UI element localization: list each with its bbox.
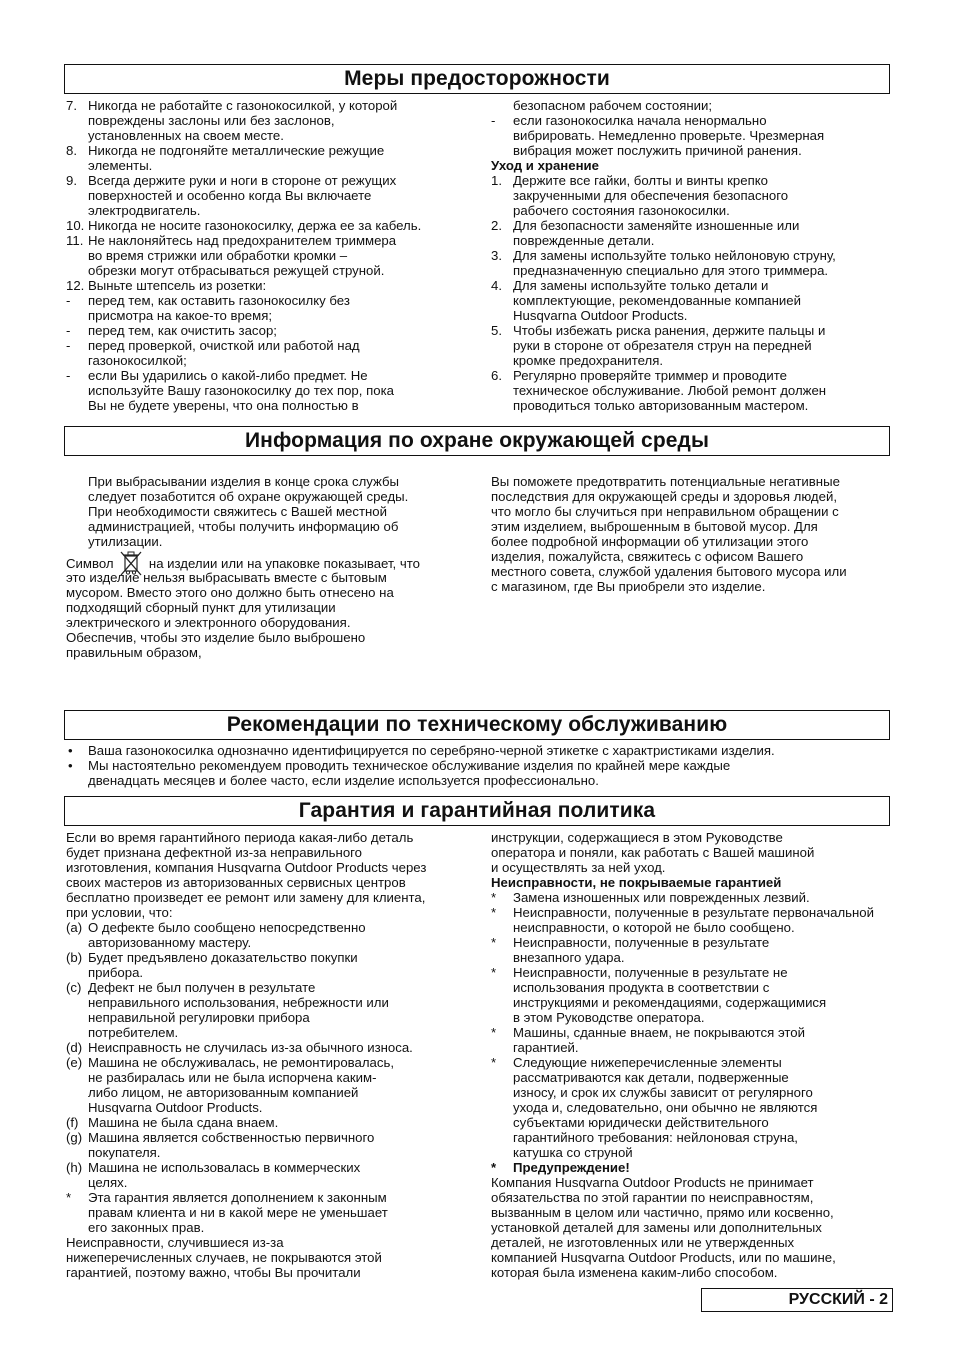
safety-left-column (66, 98, 466, 413)
warranty-condition-line: прибора. (88, 965, 144, 980)
not-covered-item-marker: * (491, 935, 497, 950)
environment-text-line: с магазином, где Вы приобрели это изделие. (491, 579, 766, 594)
warning-text-line: которая была изменена каким-либо способом. (491, 1265, 778, 1280)
not-covered-item-line: износу, и срок их службы зависит от регулярного (513, 1085, 813, 1100)
safety-item-marker: 12. (66, 278, 85, 293)
warranty-condition-line: не разбиралась или не была испорчена каким- (88, 1070, 377, 1085)
warranty-condition (66, 1040, 471, 1055)
safety-item-marker: 7. (66, 98, 77, 113)
storage-item-line: Для замены используйте только нейлоновую струну, (513, 248, 836, 263)
warranty-text-line: своих мастеров из авторизованных сервисных центров (66, 875, 406, 890)
not-covered-item (491, 905, 891, 935)
warning-text-line: вызванным в целом или частично, прямо или косвенно, (491, 1205, 834, 1220)
storage-item-line: рабочего состояния газонокосилки. (513, 203, 730, 218)
safety-item-marker: 11. (66, 233, 84, 248)
warranty-text-line: Неисправности, случившиеся из-за (66, 1235, 284, 1250)
environment-text-line: местного совета, службой удаления бытового мусора или (491, 564, 847, 579)
safety-item-line: присмотра на какое-то время; (88, 308, 273, 323)
not-covered-item-line: катушка со струной (513, 1145, 633, 1160)
storage-title: Уход и хранение (491, 158, 599, 173)
warranty-condition (66, 1190, 471, 1235)
storage-item-marker: 5. (491, 323, 502, 338)
warranty-condition-line: целях. (88, 1175, 128, 1190)
not-covered-item-marker: * (491, 1025, 497, 1040)
warning-text-line: Компания Husqvarna Outdoor Products не принимает (491, 1175, 814, 1190)
safety-item-line: повреждены заслоны или без заслонов, (88, 113, 335, 128)
storage-item-line: Husqvarna Outdoor Products. (513, 308, 688, 323)
warranty-condition-line: неправильной регулировки прибора (88, 1010, 310, 1025)
safety-item-line: Никогда не работайте с газонокосилкой, у которой (88, 98, 398, 113)
safety-item-line: обрезки могут отбрасываться режущей струной. (88, 263, 385, 278)
environment-header: Информация по охране окружающей среды (64, 426, 890, 456)
safety-item (66, 323, 466, 338)
not-covered-item-line: гарантией. (513, 1040, 579, 1055)
safety-item-line: во время стрижки или обработки кромки – (88, 248, 348, 263)
environment-text-line: последствия для окружающей среды и здоровья людей, (491, 489, 837, 504)
warranty-condition-marker: (e) (66, 1055, 83, 1070)
warning-heading (491, 1160, 891, 1175)
not-covered-item-line: в этом Руководстве оператора. (513, 1010, 705, 1025)
not-covered-item-line: использования продукта в соответствии с (513, 980, 770, 995)
environment-text-line: подходящий сборный пункт для утилизации (66, 600, 336, 615)
not-covered-item-line: ухода и, следовательно, они обычно не являются (513, 1100, 818, 1115)
warranty-condition-line: Машина не использовалась в коммерческих (88, 1160, 361, 1175)
warranty-condition-line: покупателя. (88, 1145, 161, 1160)
storage-item-marker: 3. (491, 248, 502, 263)
safety-item (66, 173, 466, 218)
not-covered-item-line: Неисправности, полученные в результате первоначальной (513, 905, 874, 920)
environment-left-column (66, 474, 476, 660)
safety-item-line: электродвигатель. (88, 203, 201, 218)
safety-item (491, 98, 891, 113)
safety-item (66, 293, 466, 323)
warranty-condition-line: Машина не обслуживалась, не ремонтировалась, (88, 1055, 395, 1070)
safety-item (66, 338, 466, 368)
environment-text-line: более подробной информации об утилизации этого (491, 534, 809, 549)
storage-item (491, 323, 891, 368)
warranty-text-line: гарантией, поэтому важно, чтобы Вы прочитали (66, 1265, 361, 1280)
storage-item (491, 278, 891, 323)
safety-item-marker: - (66, 323, 71, 338)
warranty-condition-line: Будет предъявлено доказательство покупки (88, 950, 358, 965)
warranty-condition-line: Машина не была сдана внаем. (88, 1115, 279, 1130)
language-page-label: РУССКИЙ - 2 (701, 1288, 893, 1312)
storage-item-line: руки в стороне от обрезателя струн на передней (513, 338, 812, 353)
symbol-suffix: на изделии или на упаковке показывает, что (148, 556, 420, 571)
safety-item-line: если газонокосилка начала ненормально (513, 113, 767, 128)
safety-item-marker: - (66, 368, 71, 383)
warranty-condition (66, 950, 471, 980)
storage-item-line: Чтобы избежать риска ранения, держите пальцы и (513, 323, 826, 338)
warranty-condition-line: неправильного использования, небрежности или (88, 995, 389, 1010)
safety-item-line: Не наклоняйтесь над предохранителем триммера (88, 233, 397, 248)
warranty-condition (66, 1115, 471, 1130)
storage-item (491, 248, 891, 278)
warning-mark: * (491, 1160, 497, 1175)
environment-text-line: правильным образом, (66, 645, 202, 660)
maintenance-item-line: двенадцать месяцев и более часто, если изделие используется профессионально. (88, 773, 599, 788)
safety-item (66, 233, 466, 278)
warranty-condition-line: Husqvarna Outdoor Products. (88, 1100, 263, 1115)
symbol-line (66, 550, 476, 570)
warranty-condition-line: Дефект не был получен в результате (88, 980, 316, 995)
safety-item-line: используйте Вашу газонокосилку до тех пор, пока (88, 383, 394, 398)
warranty-condition (66, 1055, 471, 1115)
warranty-condition-line: потребителем. (88, 1025, 179, 1040)
warranty-condition-line: Эта гарантия является дополнением к законным (88, 1190, 387, 1205)
safety-item (66, 368, 466, 413)
not-covered-title: Неисправности, не покрываемые гарантией (491, 875, 782, 890)
warranty-condition (66, 1160, 471, 1190)
warranty-condition-marker: (g) (66, 1130, 83, 1145)
safety-item-line: Вы не будете уверены, что она полностью в (88, 398, 359, 413)
warranty-condition-marker: (a) (66, 920, 83, 935)
safety-item-line: вибрация может послужить причиной ранения. (513, 143, 802, 158)
not-covered-item-line: субъектами юридически действительного (513, 1115, 769, 1130)
not-covered-item-marker: * (491, 965, 497, 980)
warranty-condition-line: правам клиента и ни в какой мере не уменьшает (88, 1205, 388, 1220)
environment-text-line: Обеспечив, чтобы это изделие было выброшено (66, 630, 366, 645)
warning-title: Предупреждение! (513, 1160, 630, 1175)
environment-text-line: Вы поможете предотвратить потенциальные негативные (491, 474, 840, 489)
warranty-condition-marker: * (66, 1190, 72, 1205)
environment-text-line: что могло бы случиться при неправильном обращении с (491, 504, 839, 519)
environment-text-line: это изделие нельзя выбрасывать вместе с бытовым (66, 570, 387, 585)
not-covered-item-line: Замена изношенных или поврежденных лезвий. (513, 890, 810, 905)
safety-item-line: Всегда держите руки и ноги в стороне от режущих (88, 173, 397, 188)
not-covered-item-marker: * (491, 905, 497, 920)
storage-item-line: комплектующие, рекомендованные компанией (513, 293, 801, 308)
warning-text-line: обязательства по этой гарантии по неисправностям, (491, 1190, 814, 1205)
safety-item-line: поверхностей и особенно когда Вы включаете (88, 188, 372, 203)
warranty-text-line: оператора и поняли, как работать с Вашей машиной (491, 845, 815, 860)
warranty-condition-line: авторизованному мастеру. (88, 935, 252, 950)
safety-item-marker: - (491, 113, 496, 128)
storage-item-line: Регулярно проверяйте триммер и проводите (513, 368, 787, 383)
warranty-text-line: инструкции, содержащиеся в этом Руководстве (491, 830, 783, 845)
environment-text-line: утилизации. (88, 534, 163, 549)
warning-text-line: деталей, не изготовленных или не утвержденных (491, 1235, 795, 1250)
storage-item (491, 368, 891, 413)
maintenance-item-marker: • (68, 758, 73, 773)
environment-right-column (491, 474, 891, 594)
safety-item-line: перед проверкой, очисткой или работой над (88, 338, 360, 353)
storage-item-marker: 6. (491, 368, 502, 383)
safety-item-line: безопасном рабочем состоянии; (513, 98, 713, 113)
storage-item-line: Для безопасности заменяйте изношенные или (513, 218, 800, 233)
safety-item-marker: - (66, 338, 71, 353)
maintenance-item-line: Мы настоятельно рекомендуем проводить техническое обслуживание изделия по крайней мере каждые (88, 758, 731, 773)
safety-item-marker: 9. (66, 173, 77, 188)
not-covered-item-line: Неисправности, полученные в результате не (513, 965, 788, 980)
storage-item-line: техническое обслуживание. Любой ремонт должен (513, 383, 827, 398)
not-covered-item-line: неисправности, о которой не было сообщено. (513, 920, 795, 935)
warranty-condition-line: Неисправность не случилась из-за обычного износа. (88, 1040, 413, 1055)
storage-item (491, 218, 891, 248)
warranty-header: Гарантия и гарантийная политика (64, 796, 890, 826)
warranty-text-line: нижеперечисленных случаев, не покрываются этой (66, 1250, 382, 1265)
safety-header: Меры предосторожности (64, 64, 890, 94)
warranty-text-line: бесплатно произведет ее ремонт или замену для клиента, (66, 890, 426, 905)
maintenance-item (66, 758, 890, 788)
warranty-condition-line: его законных прав. (88, 1220, 205, 1235)
storage-item-line: Для замены используйте только детали и (513, 278, 769, 293)
warranty-condition (66, 920, 471, 950)
environment-text-line: При необходимости свяжитесь с Вашей местной (88, 504, 388, 519)
safety-item (66, 218, 466, 233)
maintenance-header: Рекомендации по техническому обслуживанию (64, 710, 890, 740)
safety-item (66, 278, 466, 293)
not-covered-item-line: гарантийного требования: нейлоновая струна, (513, 1130, 798, 1145)
not-covered-item-line: Следующие нижеперечисленные элементы (513, 1055, 782, 1070)
maintenance-list (66, 743, 890, 788)
warranty-condition-line: О дефекте было сообщено непосредственно (88, 920, 366, 935)
symbol-prefix: Символ (66, 556, 114, 571)
environment-text-line: электрического и электронного оборудования. (66, 615, 351, 630)
storage-item-line: кромке предохранителя. (513, 353, 664, 368)
not-covered-item (491, 1055, 891, 1160)
not-covered-item-line: Машины, сданные внаем, не покрываются этой (513, 1025, 805, 1040)
safety-item-line: Никогда не подгоняйте металлические режущие (88, 143, 385, 158)
environment-text-line: мусором. Вместо этого оно должно быть отнесено на (66, 585, 394, 600)
safety-item-line: если Вы ударились о какой-либо предмет. Не (88, 368, 368, 383)
storage-item-line: проводиться только авторизованным мастером. (513, 398, 809, 413)
storage-item-marker: 4. (491, 278, 502, 293)
storage-item-line: закрученными для обеспечения безопасного (513, 188, 789, 203)
safety-right-column (491, 98, 891, 413)
not-covered-item (491, 890, 891, 905)
safety-item-marker: 8. (66, 143, 77, 158)
warranty-text-line: и осуществлять за ней уход. (491, 860, 666, 875)
warranty-right-column (491, 830, 891, 1280)
warranty-condition (66, 1130, 471, 1160)
warranty-text-line: изготовления, компания Husqvarna Outdoor Products через (66, 860, 427, 875)
safety-item-line: вибрировать. Немедленно проверьте. Чрезмерная (513, 128, 825, 143)
storage-item-marker: 1. (491, 173, 502, 188)
not-covered-item (491, 965, 891, 1025)
safety-item (66, 98, 466, 143)
warranty-left-column (66, 830, 471, 1280)
safety-item-line: элементы. (88, 158, 153, 173)
safety-item-line: перед тем, как оставить газонокосилку без (88, 293, 350, 308)
warranty-text-line: Если во время гарантийного периода какая-либо деталь (66, 830, 414, 845)
warranty-condition-line: либо лицом, не авторизованным компанией (88, 1085, 359, 1100)
safety-item-marker: 10. (66, 218, 85, 233)
environment-text-line: изделия, пожалуйста, свяжитесь с офисом Вашего (491, 549, 804, 564)
storage-item-line: поврежденные детали. (513, 233, 655, 248)
maintenance-item-line: Ваша газонокосилка однозначно идентифицируется по серебряно-черной этикетке с характристиками изделия. (88, 743, 775, 758)
storage-item-line: Держите все гайки, болты и винты крепко (513, 173, 768, 188)
environment-text-line: следует позаботится об охране окружающей среды. (88, 489, 409, 504)
warranty-condition-marker: (d) (66, 1040, 83, 1055)
safety-item (491, 113, 891, 158)
not-covered-item-line: рассматриваются как детали, подверженные (513, 1070, 789, 1085)
warranty-condition-marker: (c) (66, 980, 82, 995)
not-covered-item-line: инструкциями и рекомендациями, содержащимися (513, 995, 827, 1010)
storage-item-marker: 2. (491, 218, 502, 233)
storage-item (491, 173, 891, 218)
storage-item-line: предназначенную специально для этого триммера. (513, 263, 829, 278)
not-covered-item-marker: * (491, 890, 497, 905)
warranty-condition-marker: (h) (66, 1160, 83, 1175)
safety-item (66, 143, 466, 173)
warning-text-line: установкой деталей для замены или дополнительных (491, 1220, 822, 1235)
warranty-text-line: при условии, что: (66, 905, 173, 920)
safety-item-line: Выньте штепсель из розетки: (88, 278, 267, 293)
safety-item-line: Никогда не носите газонокосилку, держа ее за кабель. (88, 218, 422, 233)
safety-item-line: установленных на своем месте. (88, 128, 284, 143)
warranty-condition (66, 980, 471, 1040)
warranty-condition-marker: (b) (66, 950, 83, 965)
maintenance-item-marker: • (68, 743, 73, 758)
not-covered-item (491, 935, 891, 965)
warranty-condition-marker: (f) (66, 1115, 79, 1130)
not-covered-item (491, 1025, 891, 1055)
environment-text-line: этим изделием, выброшенным в бытовой мусор. Для (491, 519, 818, 534)
not-covered-item-line: внезапного удара. (513, 950, 625, 965)
safety-item-line: перед тем, как очистить засор; (88, 323, 277, 338)
environment-text-line: При выбрасывании изделия в конце срока службы (88, 474, 400, 489)
environment-text-line: администрацией, чтобы получить информацию об (88, 519, 399, 534)
maintenance-item (66, 743, 890, 758)
warning-text-line: компанией Husqvarna Outdoor Products, или по машине, (491, 1250, 836, 1265)
not-covered-item-line: Неисправности, полученные в результате (513, 935, 770, 950)
not-covered-item-marker: * (491, 1055, 497, 1070)
warranty-text-line: будет признана дефектной из-за неправильного (66, 845, 363, 860)
warranty-condition-line: Машина является собственностью первичного (88, 1130, 375, 1145)
safety-item-marker: - (66, 293, 71, 308)
safety-item-line: газонокосилкой; (88, 353, 187, 368)
